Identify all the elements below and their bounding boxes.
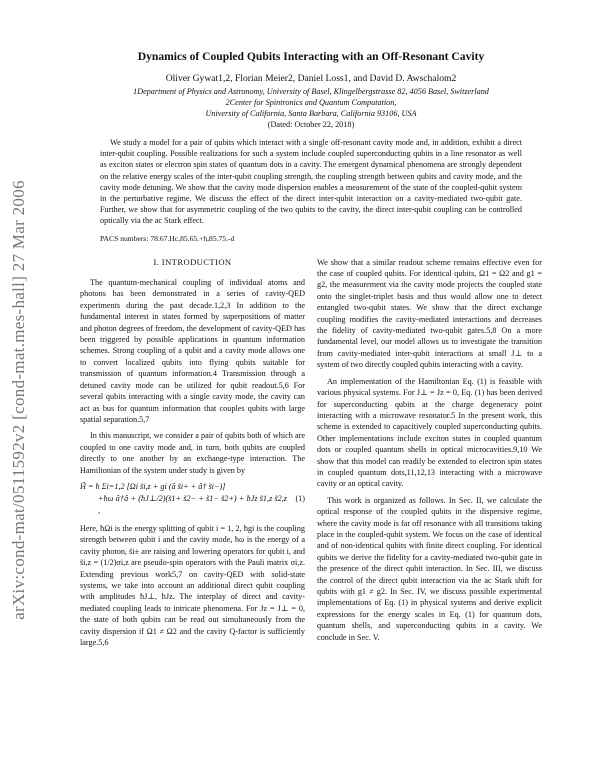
two-column-body [80, 257, 542, 654]
equation-line-1: H̃ = ħ Σi=1,2 [Ωi s̃i,z + gi (â s̃i+ + â† s̃i−)] [80, 481, 226, 491]
intro-paragraph-2: In this manuscript, we consider a pair of qubits both of which are coupled to one cavity mode and, in turn, both qubits are coupled directly to one another by an exchange-type interaction. The Hamiltonian of the system under study is given by [80, 431, 305, 475]
equation-1 [80, 481, 305, 517]
right-paragraph-2: An implementation of the Hamiltonian Eq. (1) is feasible with various physical systems. For J⊥ = Jz = 0, Eq. (1) has been derived for superconducting qubits at the charge degeneracy point interacting with a microwave resonator.5 In the present work, this scheme is extended to capacitively coupled superconducting qubits. Other implementations include exciton states in coupled quantum dots or coupled quantum shells in optical microcavities.9,10 We show that this model can readily be extended to electron spin states in coupled quantum dots,11,12,13 interacting with a microwave cavity or an optical cavity. [317, 376, 542, 489]
section-heading-introduction: I. INTRODUCTION [153, 256, 232, 267]
author-list: Oliver Gywat1,2, Florian Meier2, Daniel Loss1, and David D. Awschalom2 [165, 73, 457, 84]
right-column [317, 257, 542, 654]
left-column [80, 257, 305, 654]
abstract: We study a model for a pair of qubits which interact with a single off-resonant cavity mode and, in addition, exhibit a direct inter-qubit coupling. Possible realizations for such a system include coupled superconducting qubits in a line resonator as well as exciton states or electron spin states of quantum dots in a cavity. The emergent dynamical phenomena are strongly dependent on the relative energy scales of the inter-qubit coupling strength, the coupling strength between qubits and cavity mode, and the cavity mode detuning. We show that the cavity mode dispersion enables a measurement of the state of the coupled-qubit system in the perturbative regime. We discuss the effect of the direct inter-qubit interaction on a cavity-mediated two-qubit gate. Further, we show that for asymmetric coupling of the two qubits to the cavity, the direct inter-qubit coupling can be controlled optically via the ac Stark effect. [100, 138, 522, 226]
affiliation-basel: 1Department of Physics and Astronomy, University of Basel, Klingelbergstrasse 82, 4056 Basel, Switzerland [133, 87, 489, 96]
affiliation-ucsb: University of California, Santa Barbara, California 93106, USA [205, 109, 417, 118]
date-line: (Dated: October 22, 2018) [267, 120, 355, 129]
pacs-numbers: PACS numbers: 78.67.Hc,85.65.+h,85.75.-d [100, 233, 235, 243]
intro-paragraph-1: The quantum-mechanical coupling of individual atoms and photons has been demonstrated in a series of cavity-QED experiments during the past decade.1,2,3 In addition to the fundamental interest in states formed by superpositions of matter and photon degrees of freedom, the development of cavity-QED has been triggered by possible applications in quantum information schemes. Strong coupling of a qubit and a cavity mode allows one to convert localized qubits into flying qubits suitable for transmission of quantum information.4 Transmission through a detuned cavity mode can be utilized for qubit readout.5,6 For several qubits interacting with a single cavity mode, the cavity can act as bus for quantum information that couples qubits with large spatial separation.5,7 [80, 278, 305, 424]
right-paragraph-3: This work is organized as follows. In Sec. II, we calculate the optical response of the coupled qubits in the dispersive regime, where the cavity mode is far off resonance with all transitions taking place in the coupled-qubit system. We focus on the case of identical and of non-identical qubits with finite direct coupling. For identical qubits we derive the fidelity for a cavity-mediated two-qubit gate in the presence of the direct qubit interaction. In Sec. III, we discuss the control of the direct qubit interaction via the ac Stark shift for qubits with g1 ≠ g2. In Sec. IV, we discuss possible experimental implementations of Eq. (1) in physical systems and derive explicit expressions for the energy scales in Eq. (1) for quantum dots, quantum shells, and superconducting qubits in a cavity. We conclude in Sec. V. [317, 495, 542, 642]
paper-title: Dynamics of Coupled Qubits Interacting with an Off-Resonant Cavity [137, 50, 485, 63]
equation-line-2: +ħω â†â + (ħJ⊥/2)(s̃1+ s̃2− + s̃1− s̃2+) + ħJz s̃1,z s̃2,z , [98, 493, 287, 515]
equation-number: (1) [295, 494, 305, 504]
affiliation-center: 2Center for Spintronics and Quantum Computation, [225, 98, 397, 107]
intro-paragraph-3: Here, ħΩi is the energy splitting of qubit i = 1, 2, ħgi is the coupling strength between qubit i and the cavity mode, ħω is the energy of a cavity photon, s̃i± are raising and lowering operators for qubit i, and s̃i,z = (1/2)σi,z are pseudo-spin operators with the Pauli matrix σi,z. Extending previous work5,7 on cavity-QED with solid-state systems, we take into account an additional direct qubit coupling with amplitudes ħJ⊥, ħJz. The interplay of direct and cavity-mediated coupling leads to intricate phenomena. For Jz = J⊥ = 0, the state of both qubits can be read out simultaneously from the cavity dispersion if Ω1 ≠ Ω2 and the cavity Q-factor is sufficiently large.5,6 [80, 523, 305, 647]
paper-page [80, 50, 542, 653]
arxiv-identifier: arXiv:cond-mat/0511592v2 [cond-mat.mes-hall] 27 Mar 2006 [9, 180, 28, 620]
right-paragraph-1: We show that a similar readout scheme remains effective even for the case of coupled qubits. For identical qubits, Ω1 = Ω2 and g1 = g2, the measurement via the cavity mode projects the coupled state onto the singlet-triplet basis and thus would allow one to detect entangled two-qubit states. We show that the direct exchange coupling modifies the cavity-mediated interactions and decreases the fidelity of cavity-mediated two-qubit gates.5,8 On a more fundamental level, our model allows us to investigate the transition from cavity-mediated inter-qubit interactions at small J⊥ to a system of two directly coupled qubits interacting with a cavity. [317, 257, 542, 370]
arxiv-sidebar [6, 140, 32, 660]
